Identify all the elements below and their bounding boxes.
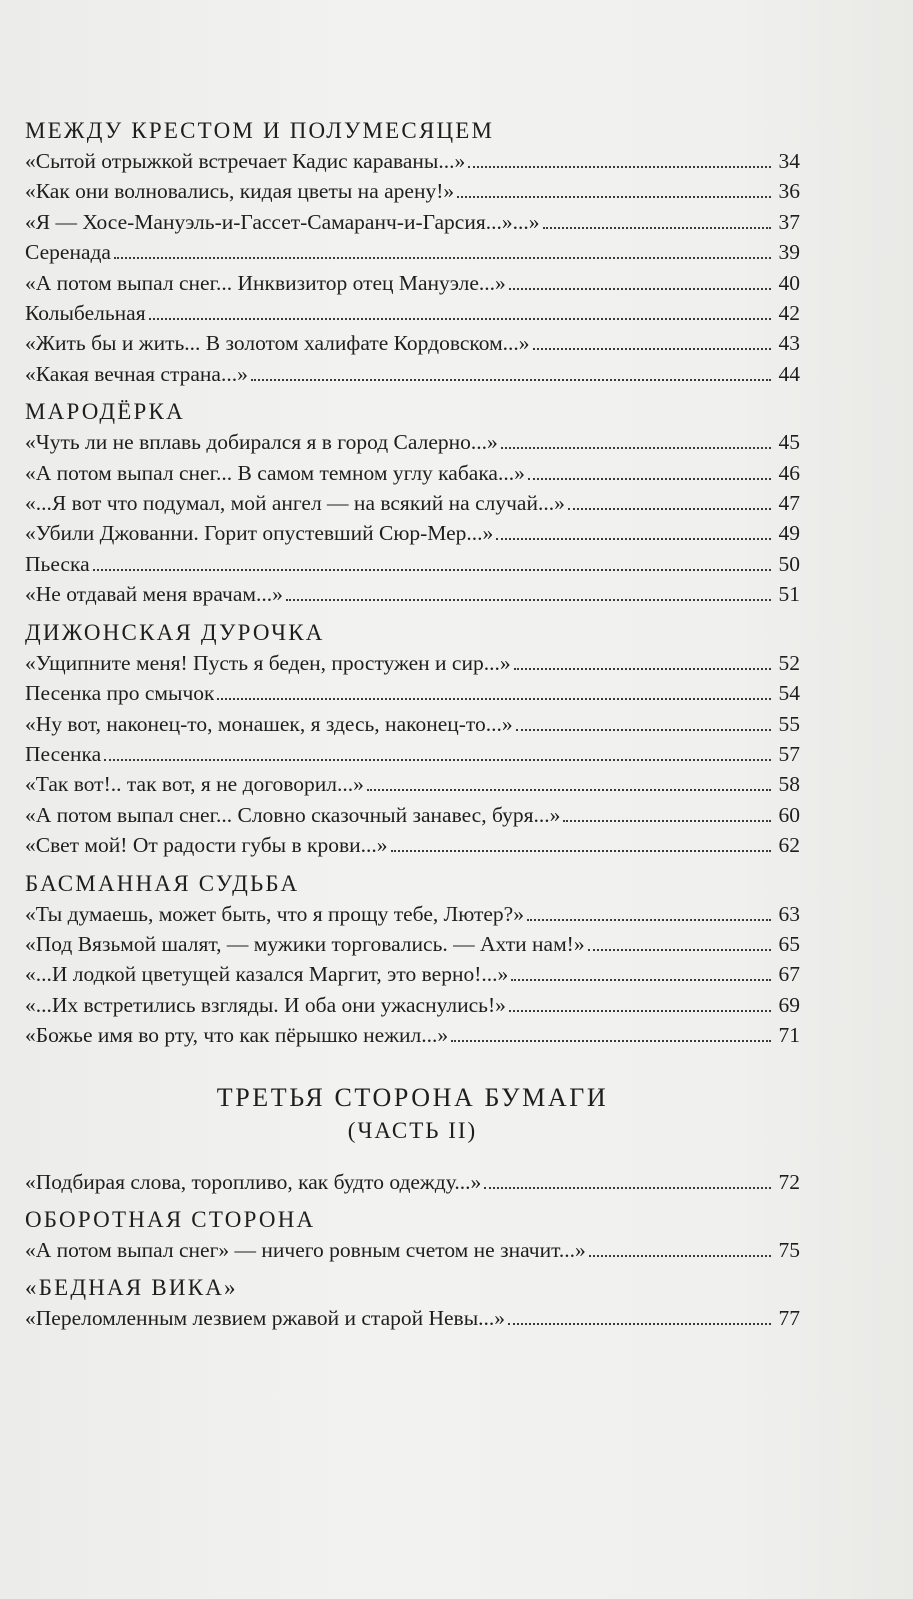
- dot-leader: [468, 166, 771, 168]
- toc-entry[interactable]: [25, 990, 800, 1020]
- toc-entry[interactable]: [25, 830, 800, 860]
- dot-leader: [457, 196, 771, 198]
- entry-title: «Чуть ли не вплавь добирался я в город Салерно...»: [25, 430, 498, 455]
- toc-entry[interactable]: [25, 146, 800, 176]
- dot-leader: [501, 447, 771, 449]
- entry-title: «...Я вот что подумал, мой ангел — на всякий на случай...»: [25, 491, 565, 516]
- toc-entry[interactable]: [25, 176, 800, 206]
- entry-page-number: 55: [778, 711, 800, 736]
- sections-after: [25, 1205, 800, 1334]
- entry-page-number: 42: [778, 301, 800, 326]
- entry-page-number: 46: [778, 460, 800, 485]
- dot-leader: [528, 478, 771, 480]
- entry-title: Колыбельная: [25, 301, 146, 326]
- toc-entry[interactable]: [25, 488, 800, 518]
- dot-leader: [589, 1255, 771, 1257]
- entry-title: «Сытой отрыжкой встречает Кадис караваны...»: [25, 149, 466, 173]
- dot-leader: [588, 949, 771, 951]
- entry-page-number: 50: [778, 551, 800, 576]
- toc-section: [25, 1205, 800, 1265]
- dot-leader: [533, 348, 771, 350]
- dot-leader: [391, 850, 771, 852]
- part-lead-section: [25, 1167, 800, 1197]
- entry-page-number: 47: [778, 491, 800, 516]
- toc-entry[interactable]: [25, 899, 800, 929]
- dot-leader: [527, 919, 771, 921]
- entry-title: «...Их встретились взгляды. И оба они ужаснулись!»: [25, 992, 506, 1017]
- toc-entry[interactable]: [25, 207, 800, 237]
- entry-page-number: 62: [778, 833, 800, 858]
- dot-leader: [509, 288, 771, 290]
- entry-page-number: 36: [778, 179, 800, 204]
- toc-entry[interactable]: [25, 359, 800, 389]
- toc-entry[interactable]: [25, 1020, 800, 1050]
- entry-title: «Жить бы и жить... В золотом халифате Кордовском...»: [25, 331, 530, 356]
- toc-entry[interactable]: [25, 549, 800, 579]
- entry-page-number: 52: [778, 650, 800, 675]
- entry-page-number: 49: [778, 521, 800, 546]
- dot-leader: [511, 979, 771, 981]
- entry-page-number: 51: [778, 582, 800, 607]
- toc-entry[interactable]: [25, 1303, 800, 1333]
- toc-entry[interactable]: [25, 959, 800, 989]
- entry-page-number: 44: [778, 361, 800, 386]
- dot-leader: [543, 227, 772, 229]
- entry-title: «Я — Хосе-Мануэль-и-Гассет-Самаранч-и-Гарсия...»...»: [25, 209, 540, 234]
- toc-entry[interactable]: [25, 298, 800, 328]
- entry-title: Песенка про смычок: [25, 681, 215, 706]
- dot-leader: [114, 257, 771, 259]
- entry-title: «Божье имя во рту, что как пёрышко нежил...»: [25, 1023, 449, 1048]
- entry-page-number: 60: [778, 802, 800, 827]
- toc-entry[interactable]: [25, 518, 800, 548]
- dot-leader: [93, 569, 771, 571]
- entry-page-number: 71: [778, 1023, 800, 1048]
- dot-leader: [451, 1040, 771, 1042]
- entry-page-number: 40: [778, 270, 800, 295]
- toc-entry[interactable]: [25, 458, 800, 488]
- entry-page-number: 58: [778, 772, 800, 797]
- entry-title: «Под Вязьмой шалят, — мужики торговались. — Ахти нам!»: [25, 931, 585, 956]
- entry-title: «А потом выпал снег» — ничего ровным счетом не значит...»: [25, 1237, 586, 1262]
- entry-page-number: 72: [778, 1169, 800, 1194]
- entry-page-number: 37: [778, 209, 800, 234]
- toc-section: [25, 397, 800, 609]
- toc-entry[interactable]: [25, 579, 800, 609]
- entry-title: «Свет мой! От радости губы в крови...»: [25, 833, 388, 858]
- dot-leader: [516, 729, 771, 731]
- entry-page-number: 63: [778, 901, 800, 926]
- toc-section: [25, 116, 800, 389]
- section-title: МАРОДЁРКА: [25, 399, 185, 425]
- entry-title: «А потом выпал снег... В самом темном углу кабака...»: [25, 460, 525, 485]
- section-title: ДИЖОНСКАЯ ДУРОЧКА: [25, 619, 325, 645]
- entry-title: «Подбирая слова, торопливо, как будто одежду...»: [25, 1169, 482, 1194]
- entry-page-number: 67: [778, 962, 800, 987]
- entry-page-number: 65: [778, 931, 800, 956]
- entry-page-number: 39: [778, 240, 800, 265]
- entry-title: «Ущипните меня! Пусть я беден, простужен и сир...»: [25, 650, 511, 675]
- entry-title: «Ну вот, наконец-то, монашек, я здесь, наконец-то...»: [25, 711, 513, 736]
- entry-page-number: 34: [778, 149, 800, 173]
- toc-entry[interactable]: [25, 678, 800, 708]
- section-title: ОБОРОТНАЯ СТОРОНА: [25, 1206, 316, 1232]
- toc-entry[interactable]: [25, 800, 800, 830]
- dot-leader: [509, 1010, 771, 1012]
- dot-leader: [286, 599, 771, 601]
- part-title: ТРЕТЬЯ СТОРОНА БУМАГИ: [216, 1082, 609, 1112]
- toc-section: [25, 1273, 800, 1333]
- dot-leader: [514, 668, 771, 670]
- dot-leader: [484, 1187, 771, 1189]
- entry-title: «Ты думаешь, может быть, что я прощу тебе, Лютер?»: [25, 901, 524, 926]
- dot-leader: [508, 1323, 771, 1325]
- entry-page-number: 54: [778, 681, 800, 706]
- entry-page-number: 45: [778, 430, 800, 455]
- toc-entry[interactable]: [25, 427, 800, 457]
- dot-leader: [568, 508, 771, 510]
- entry-title: «Убили Джованни. Горит опустевший Сюр-Мер...»: [25, 521, 494, 546]
- toc-entry[interactable]: [25, 929, 800, 959]
- toc-section: [25, 618, 800, 861]
- entry-title: Серенада: [25, 240, 111, 265]
- toc-entry[interactable]: [25, 1235, 800, 1265]
- toc-entry[interactable]: [25, 328, 800, 358]
- dot-leader: [367, 789, 771, 791]
- entry-title: «А потом выпал снег... Инквизитор отец Мануэле...»: [25, 270, 506, 295]
- toc-entry[interactable]: [25, 268, 800, 298]
- entry-page-number: 75: [778, 1237, 800, 1262]
- entry-title: «Переломленным лезвием ржавой и старой Невы...»: [25, 1306, 506, 1331]
- table-of-contents: [25, 116, 800, 1342]
- toc-entry[interactable]: [25, 1167, 800, 1197]
- dot-leader: [251, 379, 771, 381]
- dot-leader: [563, 820, 771, 822]
- toc-section: [25, 869, 800, 1051]
- entry-page-number: 57: [778, 741, 800, 766]
- dot-leader: [496, 538, 771, 540]
- entry-page-number: 77: [778, 1306, 800, 1331]
- toc-entry[interactable]: [25, 648, 800, 678]
- toc-entry[interactable]: [25, 739, 800, 769]
- toc-entry[interactable]: [25, 769, 800, 799]
- entry-title: «Так вот!.. так вот, я не договорил...»: [25, 772, 364, 797]
- dot-leader: [149, 318, 771, 320]
- entry-title: «Не отдавай меня врачам...»: [25, 582, 283, 607]
- entry-page-number: 69: [778, 992, 800, 1017]
- section-title: МЕЖДУ КРЕСТОМ И ПОЛУМЕСЯЦЕМ: [25, 118, 495, 143]
- toc-entry[interactable]: [25, 237, 800, 267]
- entry-page-number: 43: [778, 331, 800, 356]
- entry-title: «Какая вечная страна...»: [25, 361, 248, 386]
- dot-leader: [217, 698, 771, 700]
- section-title: БАСМАННАЯ СУДЬБА: [25, 870, 300, 896]
- entry-title: Пьеска: [25, 551, 90, 576]
- part-heading: [25, 1081, 800, 1147]
- entry-title: «...И лодкой цветущей казался Маргит, это верно!...»: [25, 962, 509, 987]
- entry-title: «Как они волновались, кидая цветы на арену!»: [25, 179, 455, 204]
- section-title: «БЕДНАЯ ВИКА»: [25, 1275, 238, 1301]
- toc-entry[interactable]: [25, 709, 800, 739]
- entry-title: «А потом выпал снег... Словно сказочный занавес, буря...»: [25, 802, 561, 827]
- dot-leader: [104, 759, 771, 761]
- entry-title: Песенка: [25, 741, 102, 766]
- part-subtitle: (ЧАСТЬ II): [347, 1117, 478, 1143]
- sections-before: [25, 116, 800, 1051]
